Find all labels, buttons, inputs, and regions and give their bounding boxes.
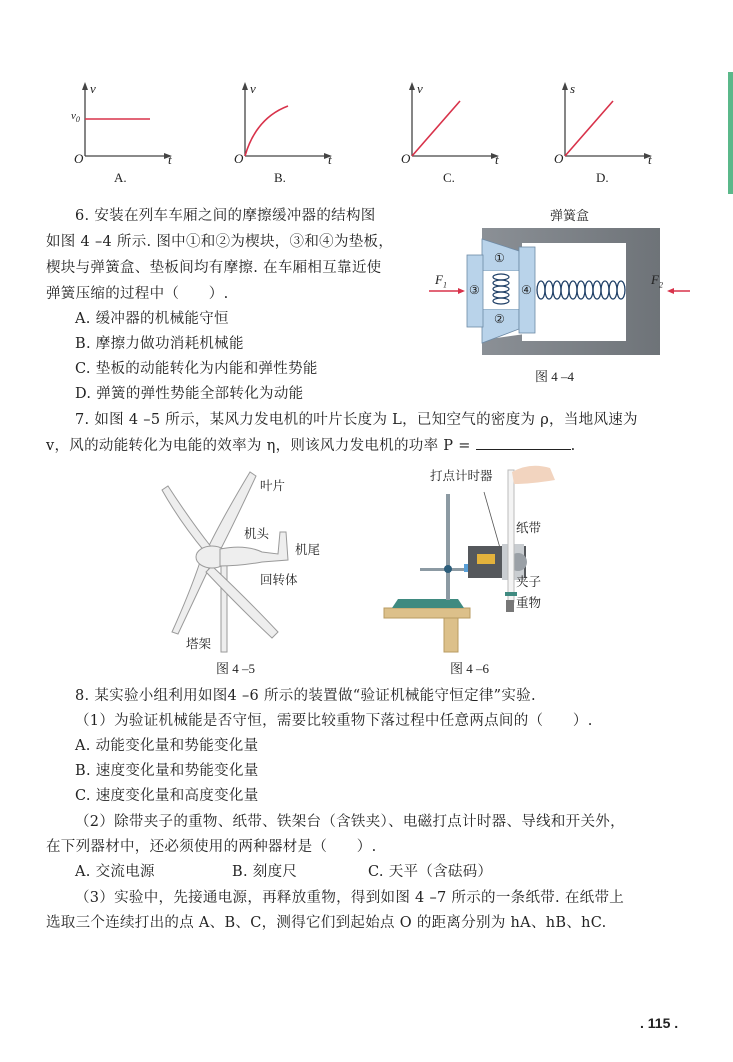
answer-blank[interactable] [476,435,571,450]
q8-part3-line1: （3）实验中，先接通电源，再释放重物，得到如图 4 –7 所示的一条纸带. 在纸带上 [75,890,625,906]
x-axis-label: t [328,152,332,167]
graph-b-plot [228,78,348,188]
v0-tick-label: $v_0$ [71,110,80,125]
graph-label: D. [596,170,609,185]
q7-text-line1: 7. 如图 4 –5 所示，某风力发电机的叶片长度为 L，已知空气的密度为 ρ，当地风速为 [75,412,638,428]
q6-text-line3: 楔块与弹簧盒、垫板间均有摩擦. 在车厢相互靠近使 [46,260,382,276]
figure-4-4 [425,203,690,388]
wedge-2-label: ② [494,312,505,326]
clip-label: 夹子 [516,574,542,589]
origin-label: O [74,151,84,166]
x-axis-label: t [495,152,499,167]
chapter-tab [728,72,733,194]
q8-p2-option-b: B. 刻度尺 [232,864,298,880]
x-axis-label: t [648,152,652,167]
q8-p1-option-b: B. 速度变化量和势能变化量 [75,763,259,779]
q8-part2-line2: 在下列器材中，还必须使用的两种器材是（ ）. [46,839,377,855]
y-axis-label: v [250,81,256,96]
q6-text-line1: 6. 安装在列车车厢之间的摩擦缓冲器的结构图 [75,208,376,224]
q8-p1-option-c: C. 速度变化量和高度变化量 [75,788,259,804]
origin-label: O [554,151,564,166]
q8-p2-option-c: C. 天平（含砝码） [368,864,493,880]
force-f1-label: $F_1$ [435,272,447,290]
force-f2-label: $F_2$ [651,272,663,290]
x-axis-label: t [168,152,172,167]
q8-p1-option-a: A. 动能变化量和势能变化量 [75,738,259,754]
q7-line2-end: . [570,438,576,454]
q7-text-line2 [46,434,576,459]
figure-4-5-caption: 图 4 –5 [216,661,256,676]
graph-d [548,78,668,188]
q8-part3-line2: 选取三个连续打出的点 A、B、C，测得它们到起始点 O 的距离分别为 hA、hB、hC. [46,915,607,931]
tower-label: 塔架 [186,636,212,651]
figure-4-4-caption: 图 4 –4 [535,369,575,384]
graph-a-plot [68,78,188,188]
graph-c-plot [395,78,515,188]
page-number: . 115 . [640,1015,679,1031]
figure-4-5 [150,462,370,677]
graph-a [68,78,188,188]
origin-label: O [401,151,411,166]
q7-line2-text: v，风的动能转化为电能的效率为 η，则该风力发电机的功率 P = [46,438,471,454]
y-axis-label: s [570,81,576,96]
q8-part2-line1: （2）除带夹子的重物、纸带、铁架台（含铁夹）、电磁打点计时器、导线和开关外， [75,814,625,830]
q6-option-d: D. 弹簧的弹性势能全部转化为动能 [75,386,304,402]
graph-c [395,78,515,188]
graph-b [228,78,348,188]
spring-box-label: 弹簧盒 [550,209,590,224]
q8-part1: （1）为验证机械能是否守恒，需要比较重物下落过程中任意两点间的（ ）. [75,713,593,729]
weight-label: 重物 [516,595,542,610]
nacelle-label: 机头 [244,526,270,541]
q6-option-a: A. 缓冲器的机械能守恒 [75,311,229,327]
q6-text-line4: 弹簧压缩的过程中（ ）. [46,286,229,302]
q6-option-c: C. 垫板的动能转化为内能和弹性势能 [75,361,318,377]
plate-3-label: ③ [469,283,480,297]
graph-label: A. [114,170,127,185]
q6-option-b: B. 摩擦力做功消耗机械能 [75,336,244,352]
timer-label: 打点计时器 [430,468,493,483]
q8-p2-option-a: A. 交流电源 [75,864,155,880]
y-axis-label: v [90,81,96,96]
origin-label: O [234,151,244,166]
figure-4-6-caption: 图 4 –6 [450,661,490,676]
q8-intro: 8. 某实验小组利用如图4 –6 所示的装置做“验证机械能守恒定律”实验. [75,688,536,704]
graph-label: C. [443,170,455,185]
tail-label: 机尾 [295,542,321,557]
blade-label: 叶片 [260,478,286,493]
graph-label: B. [274,170,286,185]
experiment-apparatus [380,462,580,657]
paper-tape-label: 纸带 [516,520,542,535]
y-axis-label: v [417,81,423,96]
plate-4-label: ④ [521,283,532,297]
q6-text-line2: 如图 4 –4 所示. 图中①和②为楔块，③和④为垫板， [46,234,394,250]
swivel-label: 回转体 [260,572,298,587]
wedge-1-label: ① [494,251,505,265]
figure-4-6 [380,462,580,677]
